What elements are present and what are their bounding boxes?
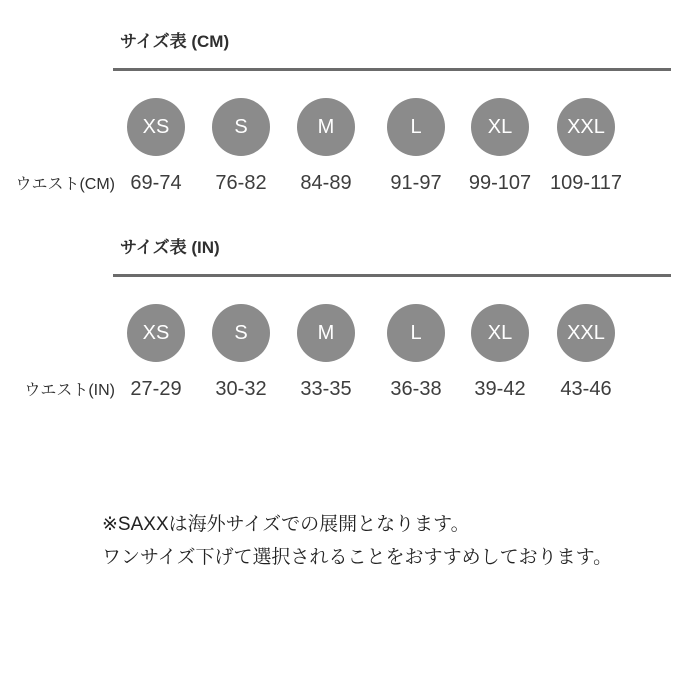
size-badge-l [387,98,445,156]
size-table-cm-rule [113,68,671,71]
size-table-in-title: サイズ表 (IN) [120,238,220,257]
waist-value-in-s: 30-32 [215,378,267,400]
size-badge-xxl [557,98,615,156]
size-badge-label: L [410,115,422,138]
size-badge-label: XL [487,115,513,138]
size-badge-s [212,304,270,362]
waist-row-label-in: ウエスト(IN) [24,382,115,399]
size-badge-l [387,304,445,362]
waist-value-in-l: 36-38 [390,378,442,400]
size-badge-label: M [317,115,335,138]
size-badge-m [297,98,355,156]
size-badge-label: XXL [567,321,605,344]
size-table-in-rule [113,274,671,277]
waist-value-cm-s: 76-82 [215,172,267,194]
size-badge-label: M [317,321,335,344]
waist-value-cm-m: 84-89 [300,172,352,194]
note-line-1: ※SAXXは海外サイズでの展開となります。 [102,514,470,535]
size-badge-label: XXL [567,115,605,138]
waist-value-in-m: 33-35 [300,378,352,400]
size-badge-label: S [234,321,248,344]
size-table-cm [0,0,700,206]
waist-value-in-xxl: 43-46 [560,378,612,400]
waist-row-label-cm: ウエスト(CM) [15,176,115,193]
waist-value-cm-xs: 69-74 [130,172,182,194]
size-badge-label: XS [142,321,170,344]
size-table-in [0,206,700,412]
waist-value-in-xl: 39-42 [474,378,526,400]
size-badge-label: XS [142,115,170,138]
size-badge-xxl [557,304,615,362]
size-badge-xl [471,304,529,362]
size-badge-label: XL [487,321,513,344]
size-badge-s [212,98,270,156]
waist-value-in-xs: 27-29 [130,378,182,400]
size-badge-xs [127,304,185,362]
size-badge-m [297,304,355,362]
size-table-cm-title: サイズ表 (CM) [120,32,230,51]
waist-value-cm-xxl: 109-117 [550,172,622,194]
note-line-2: ワンサイズ下げて選択されることをおすすめしております。 [102,547,613,568]
size-badge-xs [127,98,185,156]
size-badge-xl [471,98,529,156]
size-badge-label: L [410,321,422,344]
waist-value-cm-l: 91-97 [390,172,442,194]
size-badge-label: S [234,115,248,138]
waist-value-cm-xl: 99-107 [468,172,532,194]
